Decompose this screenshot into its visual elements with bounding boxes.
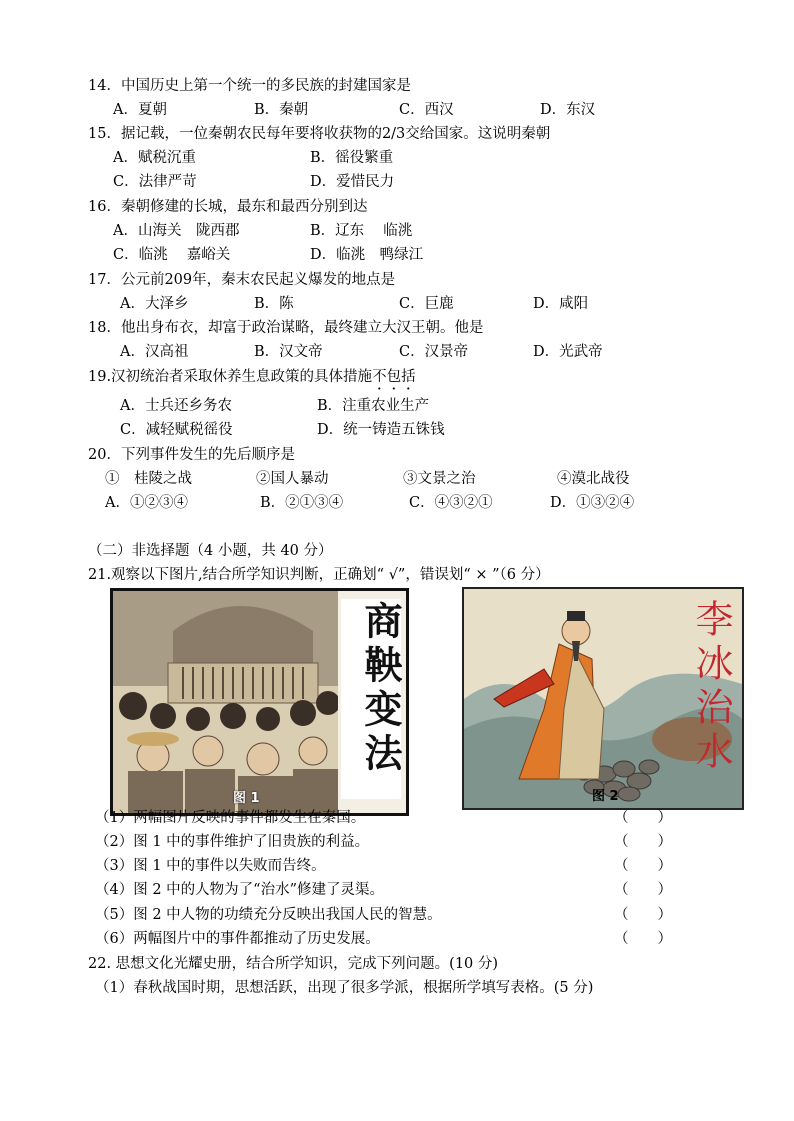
q21-item-6: （6）两幅图片中的事件都推动了历史发展。	[95, 931, 380, 947]
q21-answer-blank-4[interactable]: （ ）	[614, 882, 672, 898]
q19-emphasis-char: 括	[401, 369, 416, 385]
q21-item-3: （3）图 1 中的事件以失败而告终。	[95, 858, 326, 874]
q17-option-d: D．咸阳	[533, 296, 589, 312]
q19-stem-text: 19.汉初统治者采取休养生息政策的具体措施	[88, 369, 373, 385]
q14-option-c: C．西汉	[399, 102, 454, 118]
q15-option-c: C．法律严苛	[113, 174, 197, 190]
q21-answer-blank-1[interactable]: （ ）	[614, 810, 672, 826]
q16-option-c: C．临洮 嘉峪关	[113, 247, 231, 263]
q18-stem: 18．他出身布衣，却富于政治谋略，最终建立大汉王朝。他是	[88, 320, 484, 336]
figure-2-title: 李冰治水	[689, 599, 733, 775]
figure-1-title: 商鞅变法	[358, 601, 402, 777]
q17-option-c: C．巨鹿	[399, 296, 454, 312]
q20-event-4: ④漠北战役	[557, 471, 630, 487]
q15-option-b: B．徭役繁重	[310, 150, 394, 166]
q16-option-d: D．临洮 鸭绿江	[310, 247, 424, 263]
q21-item-5: （5）图 2 中人物的功绩充分反映出我国人民的智慧。	[95, 907, 442, 923]
q19-emphasis-char: 不	[372, 369, 387, 385]
q19-emphasis-char: 包	[386, 369, 402, 385]
q16-option-b: B．辽东 临洮	[310, 223, 413, 239]
q20-option-b: B．②①③④	[260, 495, 344, 511]
q14-option-d: D．东汉	[540, 102, 596, 118]
q20-event-3: ③文景之治	[403, 471, 476, 487]
q21-item-4: （4）图 2 中的人物为了“治水”修建了灵渠。	[95, 882, 384, 898]
q21-stem: 21.观察以下图片,结合所学知识判断，正确划“ √”，错误划“ × ”（6 分）	[88, 567, 550, 583]
q21-item-1: （1）两幅图片反映的事件都发生在秦国。	[95, 810, 366, 826]
q22-stem: 22. 思想文化光耀史册，结合所学知识，完成下列问题。(10 分)	[88, 956, 499, 972]
q18-option-a: A．汉高祖	[120, 344, 189, 360]
q19-option-a: A．士兵还乡务农	[120, 398, 232, 414]
q20-event-1: ① 桂陵之战	[105, 471, 192, 487]
q19-option-d: D．统一铸造五铢钱	[317, 422, 445, 438]
q18-option-b: B．汉文帝	[254, 344, 323, 360]
figure-2-li-bing-water-control	[462, 587, 744, 810]
q18-option-d: D．光武帝	[533, 344, 603, 360]
q21-answer-blank-6[interactable]: （ ）	[614, 931, 672, 947]
q18-option-c: C．汉景帝	[399, 344, 469, 360]
section-heading: （二）非选择题（4 小题，共 40 分）	[88, 543, 333, 559]
q15-option-d: D．爱惜民力	[310, 174, 395, 190]
figure-1-illustration	[113, 591, 338, 813]
q19-option-b: B．注重农业生产	[317, 398, 430, 414]
q22-sub-question-1: （1）春秋战国时期，思想活跃，出现了很多学派，根据所学填写表格。(5 分)	[95, 980, 594, 996]
q21-answer-blank-3[interactable]: （ ）	[614, 858, 672, 874]
q20-stem: 20．下列事件发生的先后顺序是	[88, 447, 295, 463]
q15-option-a: A．赋税沉重	[113, 150, 196, 166]
q20-option-c: C．④③②①	[409, 495, 493, 511]
figure-2-label: 图 2	[592, 789, 619, 804]
q21-answer-blank-2[interactable]: （ ）	[614, 834, 672, 850]
q14-option-a: A．夏朝	[113, 102, 167, 118]
q19-option-c: C．减轻赋税徭役	[120, 422, 233, 438]
q17-option-b: B．陈	[254, 296, 294, 312]
q17-stem: 17．公元前209年，秦末农民起义爆发的地点是	[88, 272, 396, 288]
q15-stem: 15．据记载，一位秦朝农民每年要将收获物的2/3交给国家。这说明秦朝	[88, 126, 551, 142]
q21-item-2: （2）图 1 中的事件维护了旧贵族的利益。	[95, 834, 370, 850]
q16-option-a: A．山海关 陇西郡	[113, 223, 240, 239]
q14-stem: 14．中国历史上第一个统一的多民族的封建国家是	[88, 78, 411, 94]
q17-option-a: A．大泽乡	[120, 296, 189, 312]
q20-event-2: ②国人暴动	[256, 471, 329, 487]
q20-option-a: A．①②③④	[105, 495, 188, 511]
q19-stem	[88, 368, 416, 386]
q16-stem: 16．秦朝修建的长城，最东和最西分别到达	[88, 199, 368, 215]
figure-1-label: 图 1	[233, 791, 260, 806]
q20-option-d: D．①③②④	[550, 495, 635, 511]
q14-option-b: B．秦朝	[254, 102, 309, 118]
q21-answer-blank-5[interactable]: （ ）	[614, 907, 672, 923]
figure-1-shang-yang-reform	[110, 588, 409, 816]
